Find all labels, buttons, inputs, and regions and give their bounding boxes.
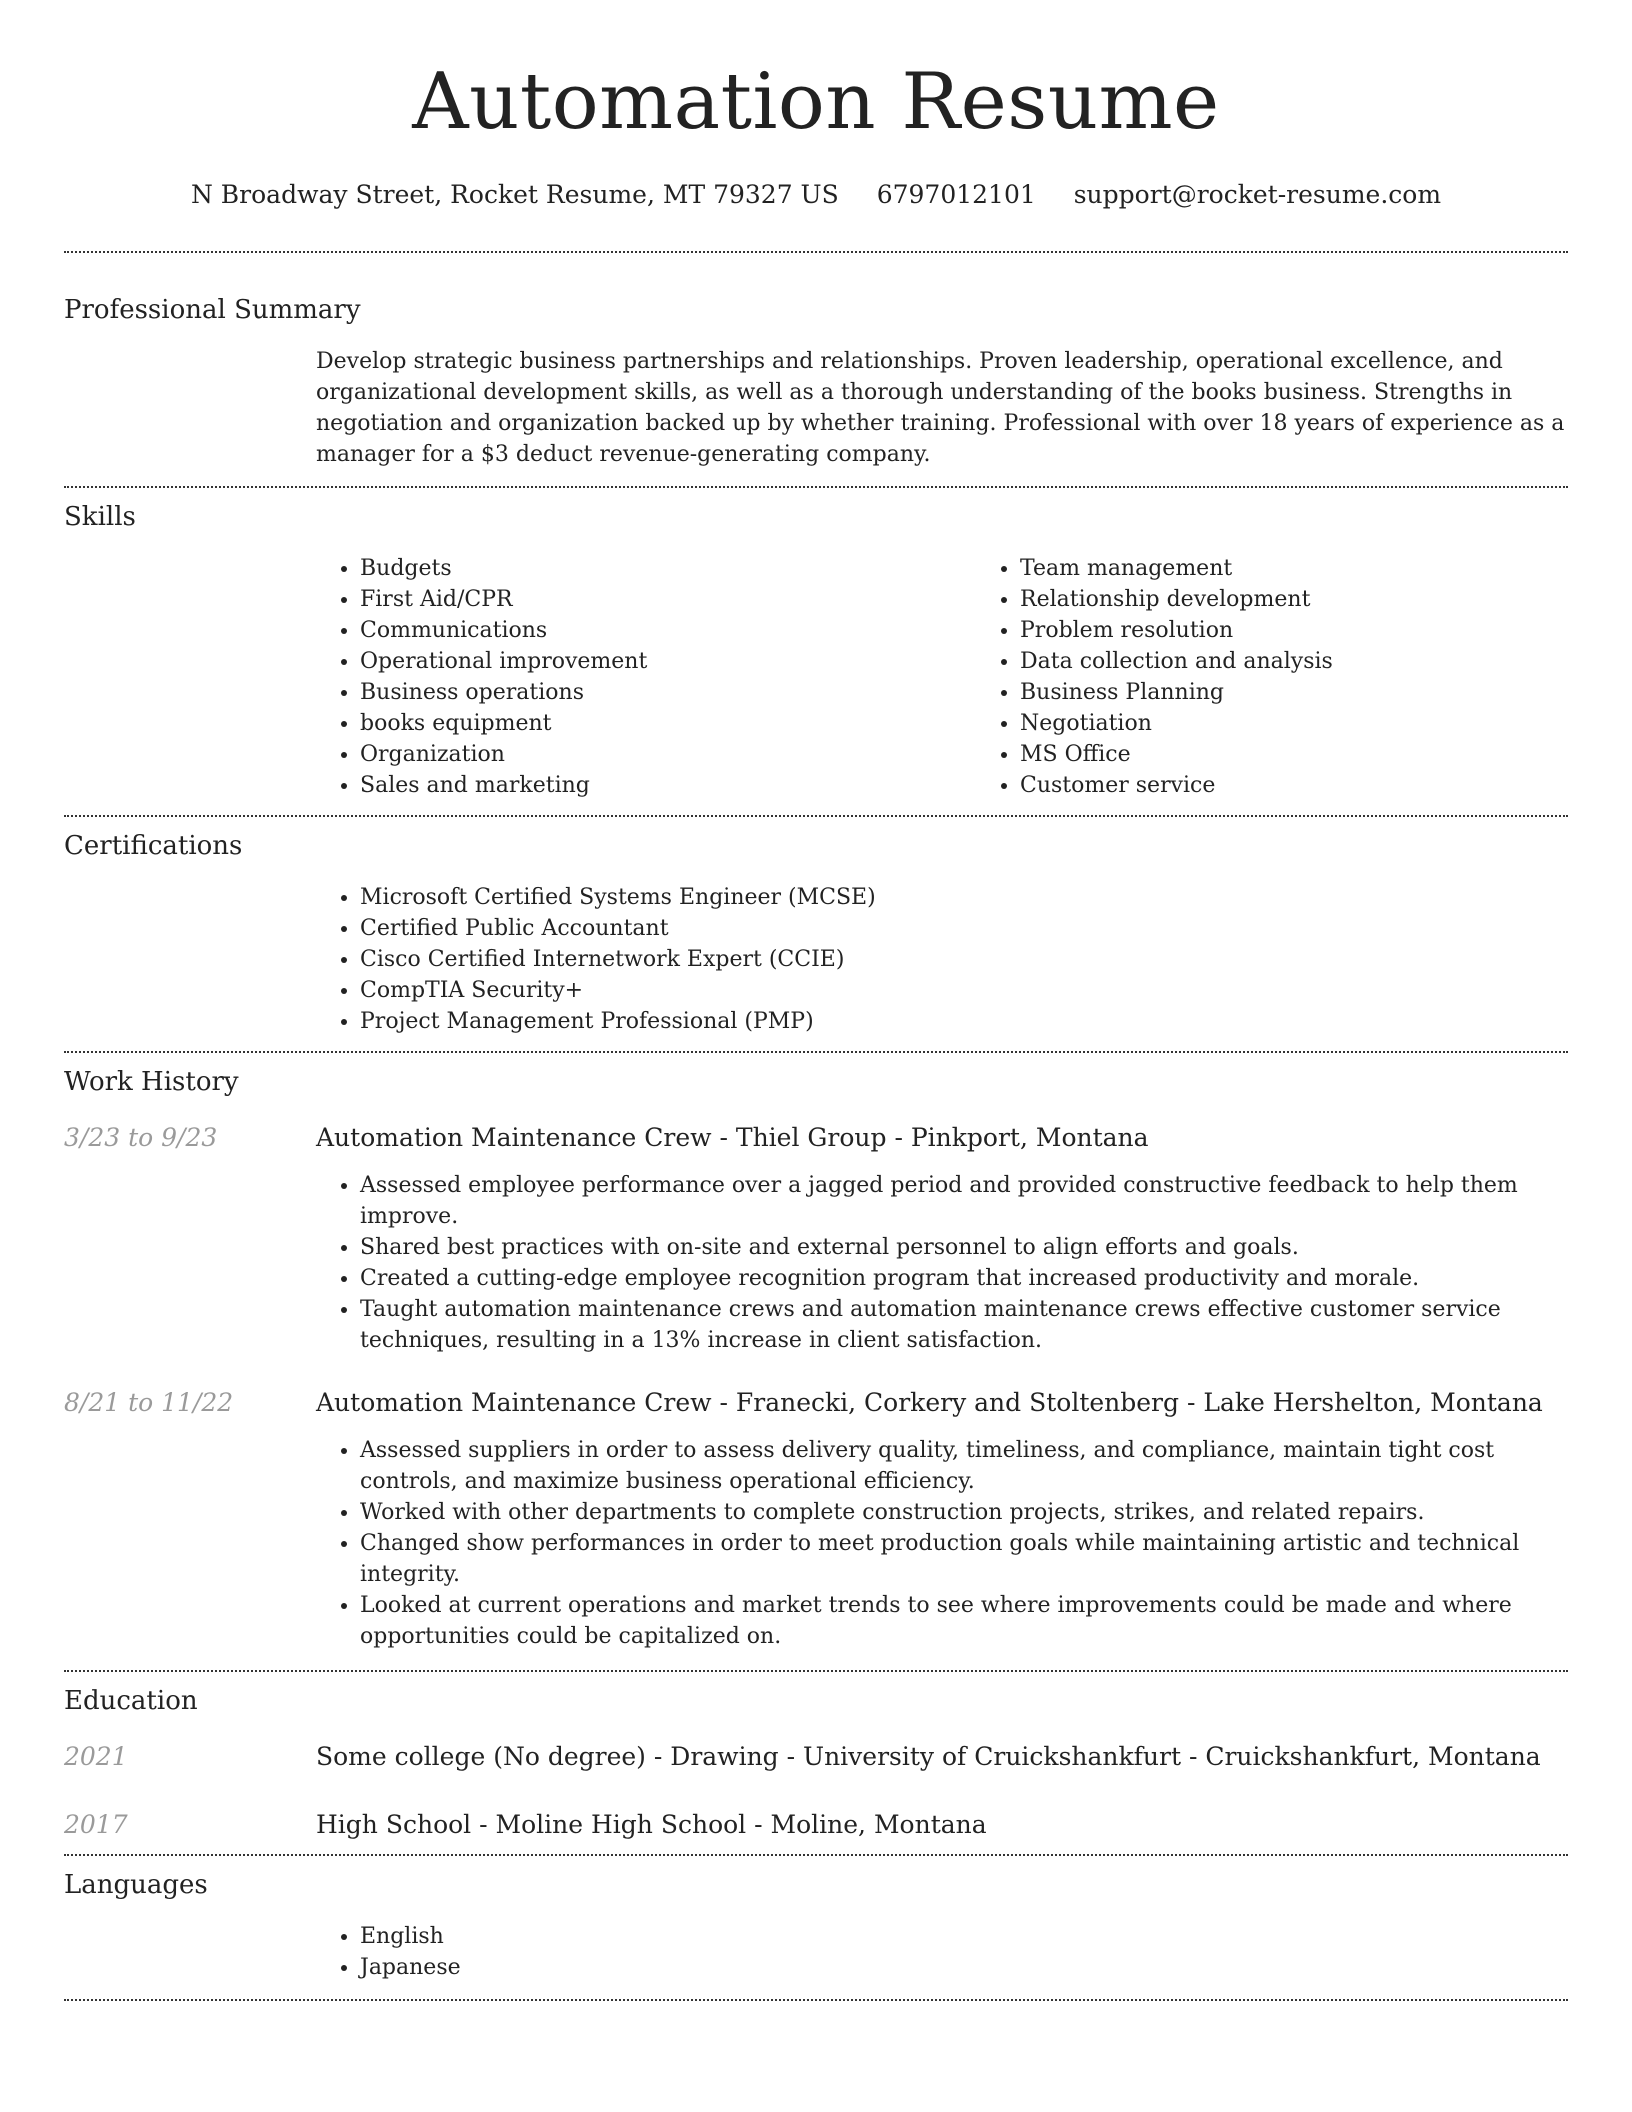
skills-content [316,553,1568,801]
work-bullet: • Worked with other departments to complete construction projects, strikes, and related repairs. [360,1497,1568,1528]
work-title: Automation Maintenance Crew - Franecki, Corkery and Stoltenberg - Lake Hershelton, Montana [316,1388,1543,1417]
languages-content [316,1921,1568,1983]
work-entry [64,1386,1568,1652]
summary-section [64,253,1568,486]
language-item: • Japanese [360,1952,1568,1983]
education-entry [64,1740,1568,1774]
certification-item: • CompTIA Security+ [360,975,1568,1006]
work-bullets [316,1170,1568,1356]
skills-section [64,488,1568,815]
skill-item: • First Aid/CPR [360,584,976,615]
work-bullet: • Taught automation maintenance crews and automation maintenance crews effective customer service techniques, resulting in a 13% increase in client satisfaction. [360,1294,1568,1356]
skill-item: • Sales and marketing [360,770,976,801]
contact-email: support@rocket-resume.com [1073,180,1442,209]
skill-item: • books equipment [360,708,976,739]
work-bullet: • Shared best practices with on-site and external personnel to align efforts and goals. [360,1232,1568,1263]
skill-item: • Data collection and analysis [1020,646,1632,677]
skill-item: • Team management [1020,553,1632,584]
contact-line [64,178,1568,212]
skills-list-right [976,553,1632,801]
work-bullets-container [316,1435,1568,1652]
summary-content [316,346,1568,470]
languages-list [316,1921,1568,1983]
education-section [64,1672,1568,1854]
skill-item: • Business Planning [1020,677,1632,708]
education-entry [64,1808,1568,1842]
section-title-skills: Skills [64,502,136,532]
skill-item: • Organization [360,739,976,770]
work-bullet: • Looked at current operations and market trends to see where improvements could be made and where opportunities could be capitalized on. [360,1590,1568,1652]
contact-phone: 6797012101 [876,180,1036,209]
section-title-languages: Languages [64,1870,208,1900]
section-title-certifications: Certifications [64,831,243,861]
skill-item: • Communications [360,615,976,646]
work-title: Automation Maintenance Crew - Thiel Group - Pinkport, Montana [316,1123,1149,1152]
skill-item: • Budgets [360,553,976,584]
certifications-list [316,882,1568,1037]
certification-item: • Certified Public Accountant [360,913,1568,944]
work-bullets-container [316,1170,1568,1356]
education-date: 2021 [64,1742,128,1771]
work-bullet: • Created a cutting-edge employee recognition program that increased productivity and morale. [360,1263,1568,1294]
work-date: 8/21 to 11/22 [64,1388,234,1417]
certifications-section [64,817,1568,1051]
skill-item: • MS Office [1020,739,1632,770]
work-entry [64,1121,1568,1356]
education-date: 2017 [64,1810,128,1839]
work-bullets [316,1435,1568,1652]
resume-title: Automation Resume [412,57,1220,147]
work-section [64,1053,1568,1670]
skill-item: • Business operations [360,677,976,708]
education-title: High School - Moline High School - Moline, Montana [316,1810,987,1839]
work-bullet: • Changed show performances in order to meet production goals while maintaining artistic and technical integrity. [360,1528,1568,1590]
work-bullet: • Assessed employee performance over a jagged period and provided constructive feedback to help them improve. [360,1170,1568,1232]
skill-item: • Relationship development [1020,584,1632,615]
education-title: Some college (No degree) - Drawing - University of Cruickshankfurt - Cruickshankfurt, Montana [316,1742,1541,1771]
skills-list-left [316,553,976,801]
language-item: • English [360,1921,1568,1952]
section-title-work: Work History [64,1067,239,1097]
skill-item: • Negotiation [1020,708,1632,739]
certification-item: • Project Management Professional (PMP) [360,1006,1568,1037]
section-title-summary: Professional Summary [64,295,361,325]
work-date: 3/23 to 9/23 [64,1123,218,1152]
languages-section [64,1856,1568,1999]
certification-item: • Cisco Certified Internetwork Expert (CCIE) [360,944,1568,975]
work-bullet: • Assessed suppliers in order to assess delivery quality, timeliness, and compliance, maintain tight cost controls, and maximize business operational efficiency. [360,1435,1568,1497]
section-divider [64,1999,1568,2001]
certifications-content [316,882,1568,1037]
skill-item: • Customer service [1020,770,1632,801]
skill-item: • Operational improvement [360,646,976,677]
skill-item: • Problem resolution [1020,615,1632,646]
contact-address: N Broadway Street, Rocket Resume, MT 79327 US [190,180,839,209]
section-title-education: Education [64,1686,198,1716]
summary-text: Develop strategic business partnerships and relationships. Proven leadership, operational excellence, and organizational development skills, as well as a thorough understanding of the books business. Strengths in negotiation and organization backed up by whether training. Professional with over 18 years of experience as a manager for a $3 deduct revenue-generating company. [316,349,1565,467]
certification-item: • Microsoft Certified Systems Engineer (MCSE) [360,882,1568,913]
